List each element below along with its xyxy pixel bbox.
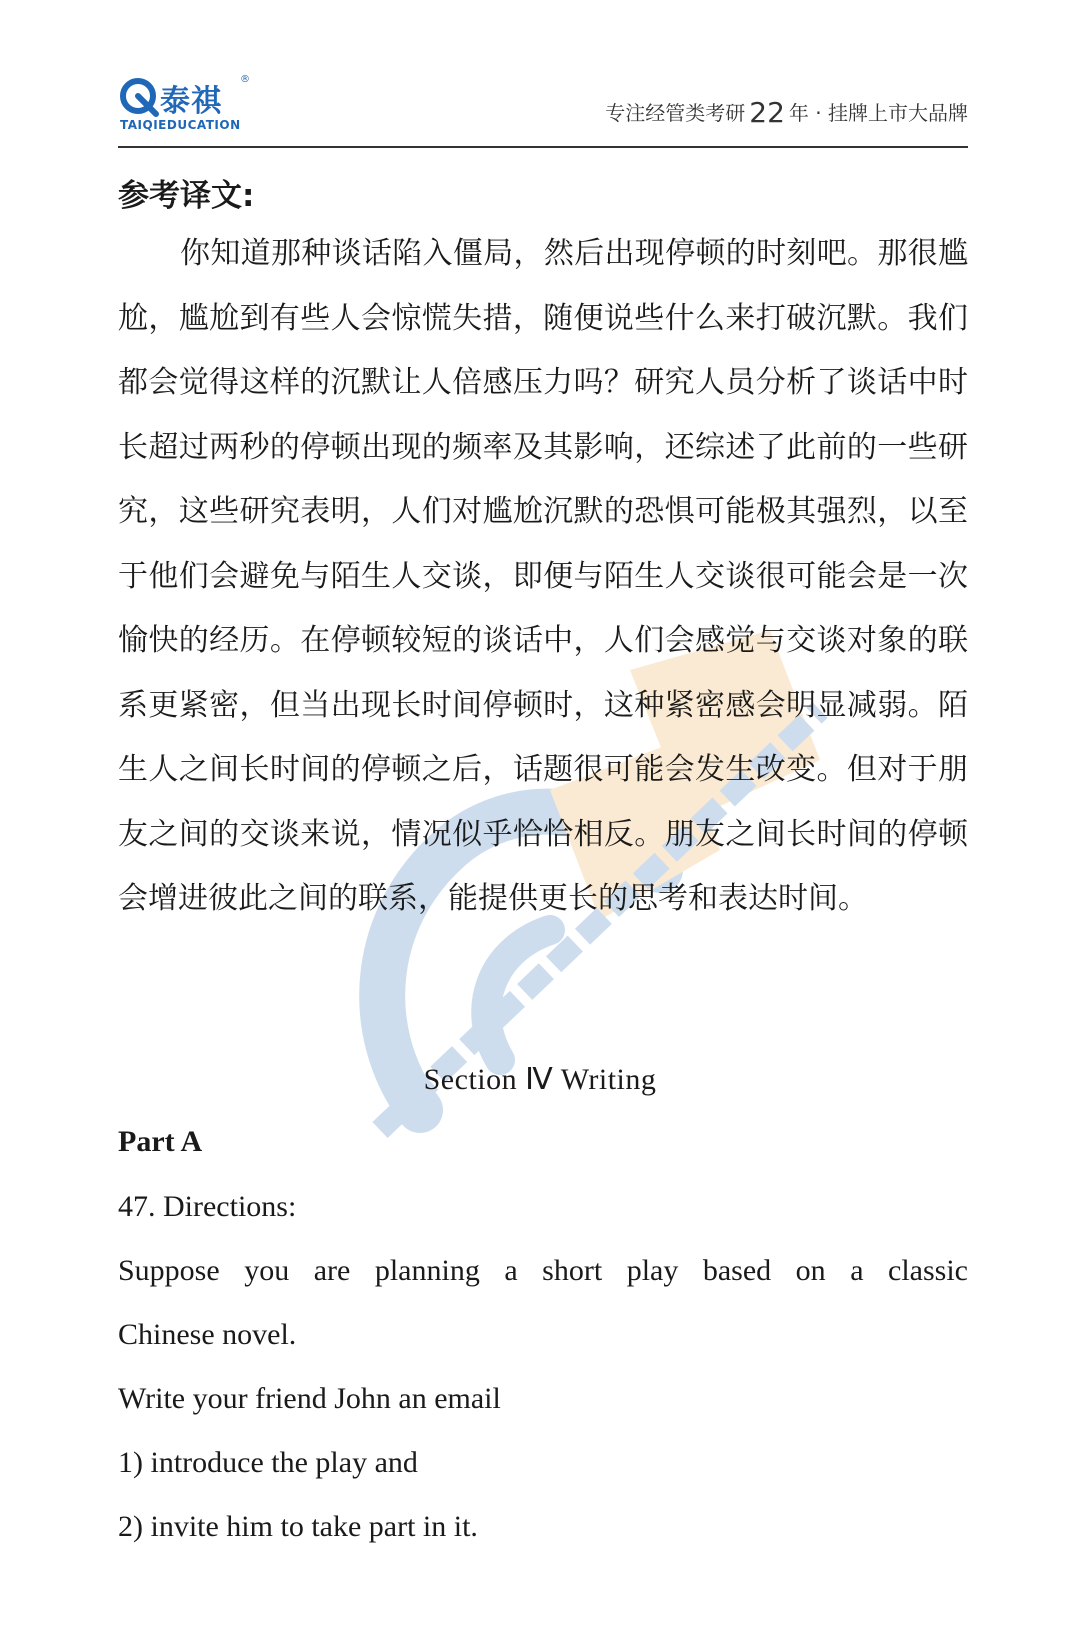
- tagline-suffix: 年 · 挂牌上市大品牌: [788, 101, 968, 125]
- directions-label: 47. Directions:: [118, 1190, 297, 1223]
- logo-swirl-icon: [118, 74, 162, 118]
- part-heading: Part A: [118, 1125, 203, 1158]
- page-header: [118, 70, 968, 146]
- translation-heading: 参考译文:: [118, 178, 255, 214]
- prompt-line-1: Suppose you are planning a short play based on a classic: [118, 1254, 968, 1287]
- translation-body: 你知道那种谈话陷入僵局，然后出现停顿的时刻吧。那很尴尬，尴尬到有些人会惊慌失措，随便说些什么来打破沉默。我们都会觉得这样的沉默让人倍感压力吗？研究人员分析了谈话中时长超过两秒的停顿出现的频率及其影响，还综述了此前的一些研究，这些研究表明，人们对尴尬沉默的恐惧可能极其强烈，以至于他们会避免与陌生人交谈，即便与陌生人交谈很可能会是一次愉快的经历。在停顿较短的谈话中，人们会感觉与交谈对象的联系更紧密，但当出现长时间停顿时，这种紧密感会明显减弱。陌生人之间长时间的停顿之后，话题很可能会发生改变。但对于朋友之间的交谈来说，情况似乎恰恰相反。朋友之间长时间的停顿会增进彼此之间的联系，能提供更长的思考和表达时间。: [118, 236, 968, 916]
- prompt-line-2: Chinese novel.: [118, 1318, 297, 1351]
- brand-logo: [118, 74, 268, 138]
- registered-mark: ®: [240, 74, 250, 85]
- tagline-prefix: 专注经管类考研: [605, 101, 746, 125]
- header-divider: [118, 146, 968, 148]
- logo-english-name: TAIQIEDUCATION: [120, 118, 241, 132]
- section-title: Section Ⅳ Writing: [423, 1063, 657, 1096]
- header-tagline: [605, 96, 968, 129]
- tagline-years: 22: [749, 96, 785, 129]
- instruction-item-2: 2) invite him to take part in it.: [118, 1510, 478, 1543]
- logo-chinese-name: 泰祺: [160, 84, 222, 119]
- instruction-line: Write your friend John an email: [118, 1382, 501, 1415]
- instruction-item-1: 1) introduce the play and: [118, 1446, 418, 1479]
